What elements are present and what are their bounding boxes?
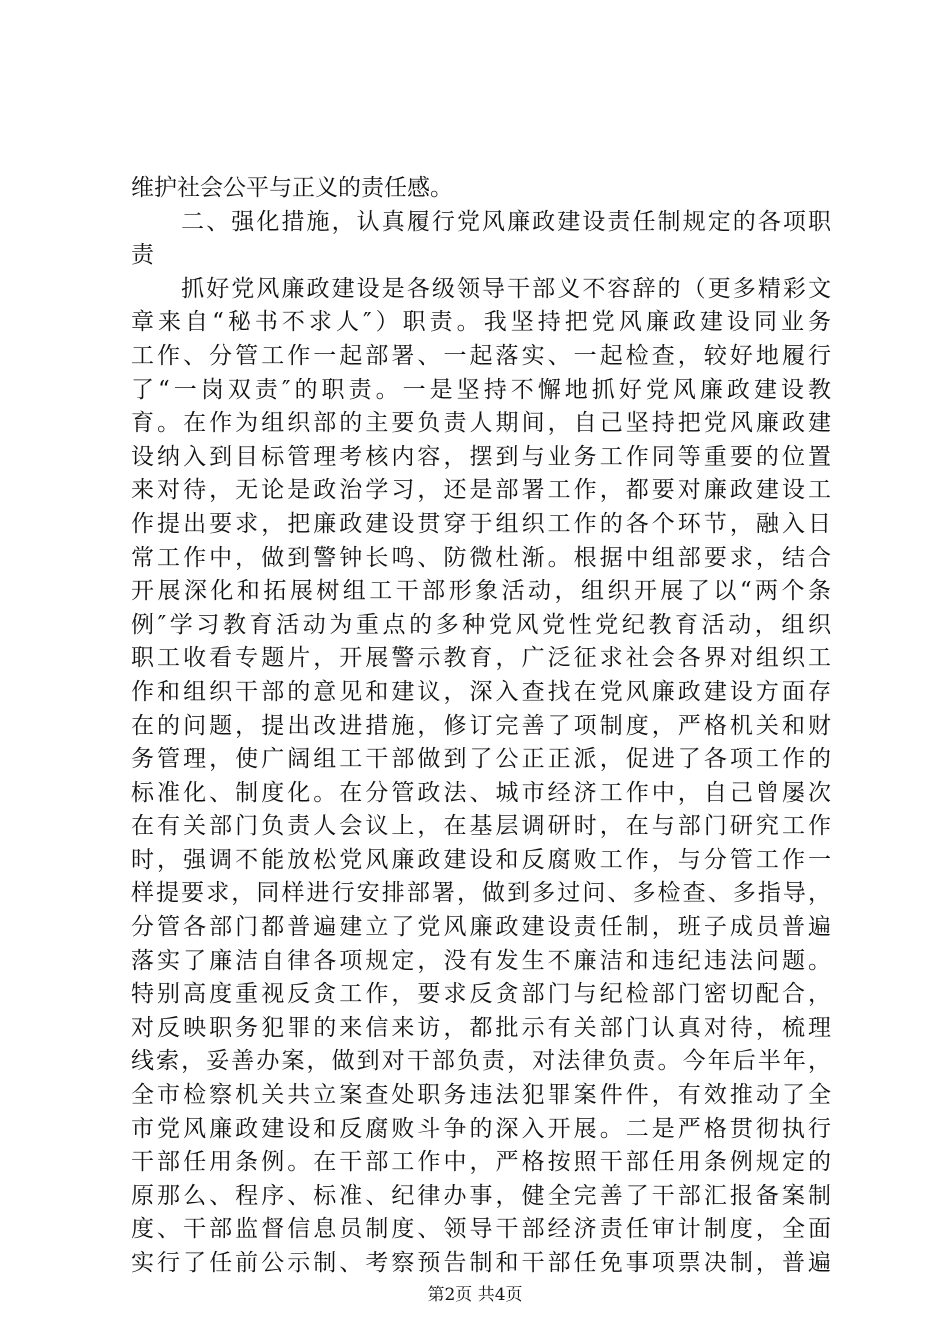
text-line: 落实了廉洁自律各项规定，没有发生不廉洁和违纪违法问题。 [131,947,831,974]
text-line: 开展深化和拓展树组工干部形象活动，组织开展了以“两个条 [131,578,831,605]
text-line: 例″学习教育活动为重点的多种党风党性党纪教育活动，组织 [131,611,831,638]
text-line: 作提出要求，把廉政建设贯穿于组织工作的各个环节，融入日 [131,510,831,537]
text-line: 线索，妥善办案，做到对干部负责，对法律负责。今年后半年， [131,1048,831,1075]
text-line: 抓好党风廉政建设是各级领导干部义不容辞的（更多精彩文 [131,275,831,302]
text-line: 原那么、程序、标准、纪律办事，健全完善了干部汇报备案制 [131,1182,831,1209]
text-line: 对反映职务犯罪的来信来访，都批示有关部门认真对待，梳理 [131,1014,831,1041]
text-line: 标准化、制度化。在分管政法、城市经济工作中，自己曾屡次 [131,779,831,806]
text-line: 度、干部监督信息员制度、领导干部经济责任审计制度，全面 [131,1216,831,1243]
text-line: 了“一岗双责″的职责。一是坚持不懈地抓好党风廉政建设教 [131,376,831,403]
text-line: 分管各部门都普遍建立了党风廉政建设责任制，班子成员普遍 [131,914,831,941]
page-footer: 第2页 共4页 [427,1285,523,1305]
text-line: 责 [131,242,154,269]
text-line: 常工作中，做到警钟长鸣、防微杜渐。根据中组部要求，结合 [131,544,831,571]
text-line: 实行了任前公示制、考察预告制和干部任免事项票决制，普遍 [131,1250,831,1276]
text-line: 来对待，无论是政治学习，还是部署工作，都要对廉政建设工 [131,477,831,504]
text-line: 二、强化措施，认真履行党风廉政建设责任制规定的各项职 [131,208,831,235]
text-line: 章来自“秘书不求人″）职责。我坚持把党风廉政建设同业务 [131,309,831,336]
text-line: 时，强调不能放松党风廉政建设和反腐败工作，与分管工作一 [131,846,831,873]
text-line: 育。在作为组织部的主要负责人期间，自己坚持把党风廉政建 [131,410,831,437]
text-line: 全市检察机关共立案查处职务违法犯罪案件件，有效推动了全 [131,1082,831,1109]
text-line: 特别高度重视反贪工作，要求反贪部门与纪检部门密切配合， [131,981,831,1008]
body-text [131,172,831,1281]
text-line: 务管理，使广阔组工干部做到了公正正派，促进了各项工作的 [131,746,831,773]
text-line: 设纳入到目标管理考核内容，摆到与业务工作同等重要的位置 [131,443,831,470]
text-line: 工作、分管工作一起部署、一起落实、一起检查，较好地履行 [131,342,831,369]
text-line: 职工收看专题片，开展警示教育，广泛征求社会各界对组织工 [131,645,831,672]
text-line: 在的问题，提出改进措施，修订完善了项制度，严格机关和财 [131,712,831,739]
text-line: 作和组织干部的意见和建议，深入查找在党风廉政建设方面存 [131,678,831,705]
text-line: 在有关部门负责人会议上，在基层调研时，在与部门研究工作 [131,813,831,840]
text-line: 维护社会公平与正义的责任感。 [131,175,453,201]
text-line: 干部任用条例。在干部工作中，严格按照干部任用条例规定的 [131,1149,831,1176]
text-line: 市党风廉政建设和反腐败斗争的深入开展。二是严格贯彻执行 [131,1115,831,1142]
text-line: 样提要求，同样进行安排部署，做到多过问、多检查、多指导， [131,880,831,907]
